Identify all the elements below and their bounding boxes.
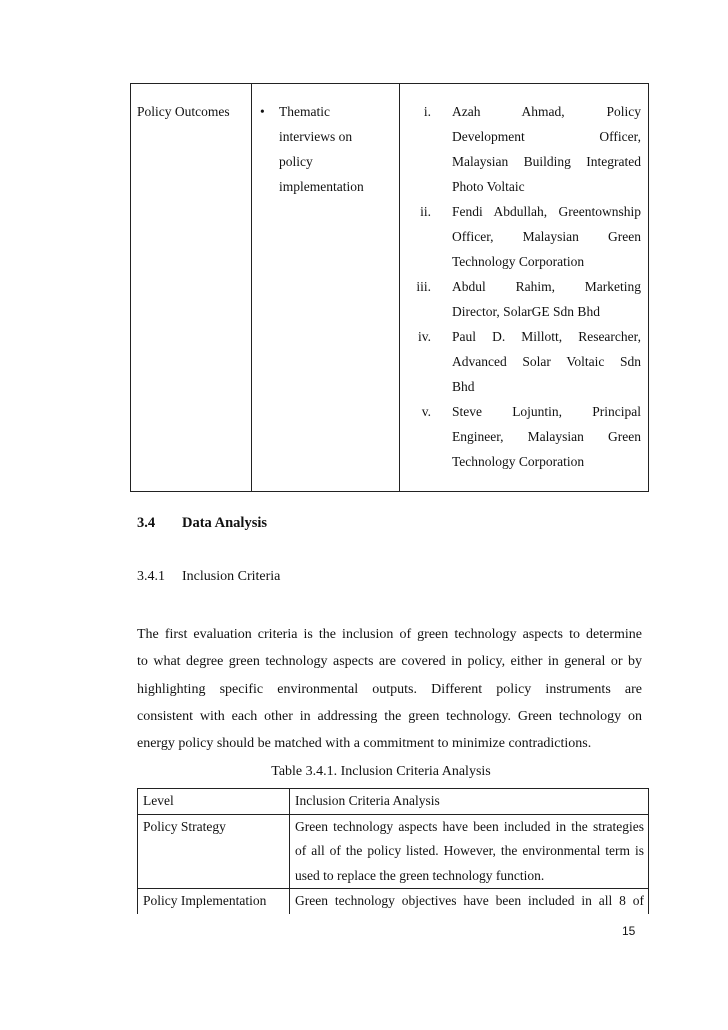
section-number: 3.4 — [137, 515, 156, 531]
respondent-item — [400, 199, 641, 274]
respondent-item — [400, 274, 641, 324]
respondent-line: Abdul Rahim, Marketing — [452, 279, 641, 294]
respondent-line: Malaysian Building Integrated — [452, 154, 641, 169]
respondent-line: Officer, Malaysian Green — [452, 229, 641, 244]
paragraph-line: to what degree green technology aspects are covered in policy, either in general or by — [137, 654, 642, 670]
respondent-number: i. — [423, 104, 431, 119]
analysis-line: of all of the policy listed. However, the environmental term is — [295, 843, 644, 858]
bullet-icon: • — [260, 104, 265, 119]
respondent-line: Photo Voltaic — [452, 179, 525, 194]
method-cell — [252, 84, 400, 491]
subsection-heading — [137, 569, 280, 585]
table-caption: Table 3.4.1. Inclusion Criteria Analysis — [271, 764, 491, 779]
method-line: policy — [279, 154, 313, 169]
respondent-line: Fendi Abdullah, Greentownship — [452, 204, 641, 219]
page-number: 15 — [622, 924, 636, 938]
level-cell — [131, 84, 252, 491]
respondent-line: Technology Corporation — [452, 254, 585, 269]
analysis-line: Green technology objectives have been included in all 8 of — [295, 893, 644, 908]
paragraph-line: The first evaluation criteria is the inclusion of green technology aspects to determine — [137, 627, 642, 642]
table-row — [138, 814, 649, 889]
respondents-cell — [400, 84, 648, 491]
inclusion-criteria-table — [137, 788, 649, 914]
respondent-line: Advanced Solar Voltaic Sdn — [452, 354, 641, 369]
row-level: Policy Implementation — [138, 889, 290, 914]
respondent-item — [400, 399, 641, 474]
respondent-line: Technology Corporation — [452, 454, 585, 469]
row-level: Policy Strategy — [138, 814, 290, 889]
paragraph-line: highlighting specific environmental outputs. Different policy instruments are — [137, 681, 642, 697]
section-heading — [137, 515, 267, 532]
analysis-line: used to replace the green technology function. — [295, 867, 545, 883]
respondent-line: Steve Lojuntin, Principal — [452, 404, 641, 419]
header-level: Level — [138, 789, 290, 815]
respondent-item — [400, 99, 641, 199]
respondent-line: Bhd — [452, 379, 475, 394]
respondent-number: iii. — [416, 279, 431, 294]
respondent-number: iv. — [418, 329, 431, 344]
paragraph-line: energy policy should be matched with a commitment to minimize contradictions. — [137, 736, 592, 752]
header-analysis: Inclusion Criteria Analysis — [290, 789, 649, 815]
level-label: Policy Outcomes — [137, 104, 230, 119]
row-analysis — [290, 814, 649, 889]
policy-outcomes-table — [130, 83, 649, 492]
respondent-line: Director, SolarGE Sdn Bhd — [452, 304, 600, 319]
subsection-number: 3.4.1 — [137, 569, 165, 584]
respondent-line: Azah Ahmad, Policy — [452, 104, 641, 119]
method-line: interviews on — [279, 129, 353, 144]
table-header-row — [138, 789, 649, 815]
row-analysis — [290, 889, 649, 914]
subsection-title: Inclusion Criteria — [182, 569, 281, 584]
section-title: Data Analysis — [182, 515, 268, 531]
respondent-line: Paul D. Millott, Researcher, — [452, 329, 641, 344]
respondent-number: v. — [421, 404, 431, 419]
respondent-item — [400, 324, 641, 399]
table-row — [138, 889, 649, 914]
respondent-line: Development Officer, — [452, 129, 641, 144]
respondent-number: ii. — [420, 204, 431, 219]
method-line: Thematic — [279, 104, 330, 119]
body-paragraph — [137, 621, 642, 757]
analysis-line: Green technology aspects have been included in the strategies — [295, 818, 644, 834]
respondent-line: Engineer, Malaysian Green — [452, 429, 641, 444]
paragraph-line: consistent with each other in addressing the green technology. Green technology on — [137, 708, 642, 724]
method-line: implementation — [279, 179, 364, 194]
